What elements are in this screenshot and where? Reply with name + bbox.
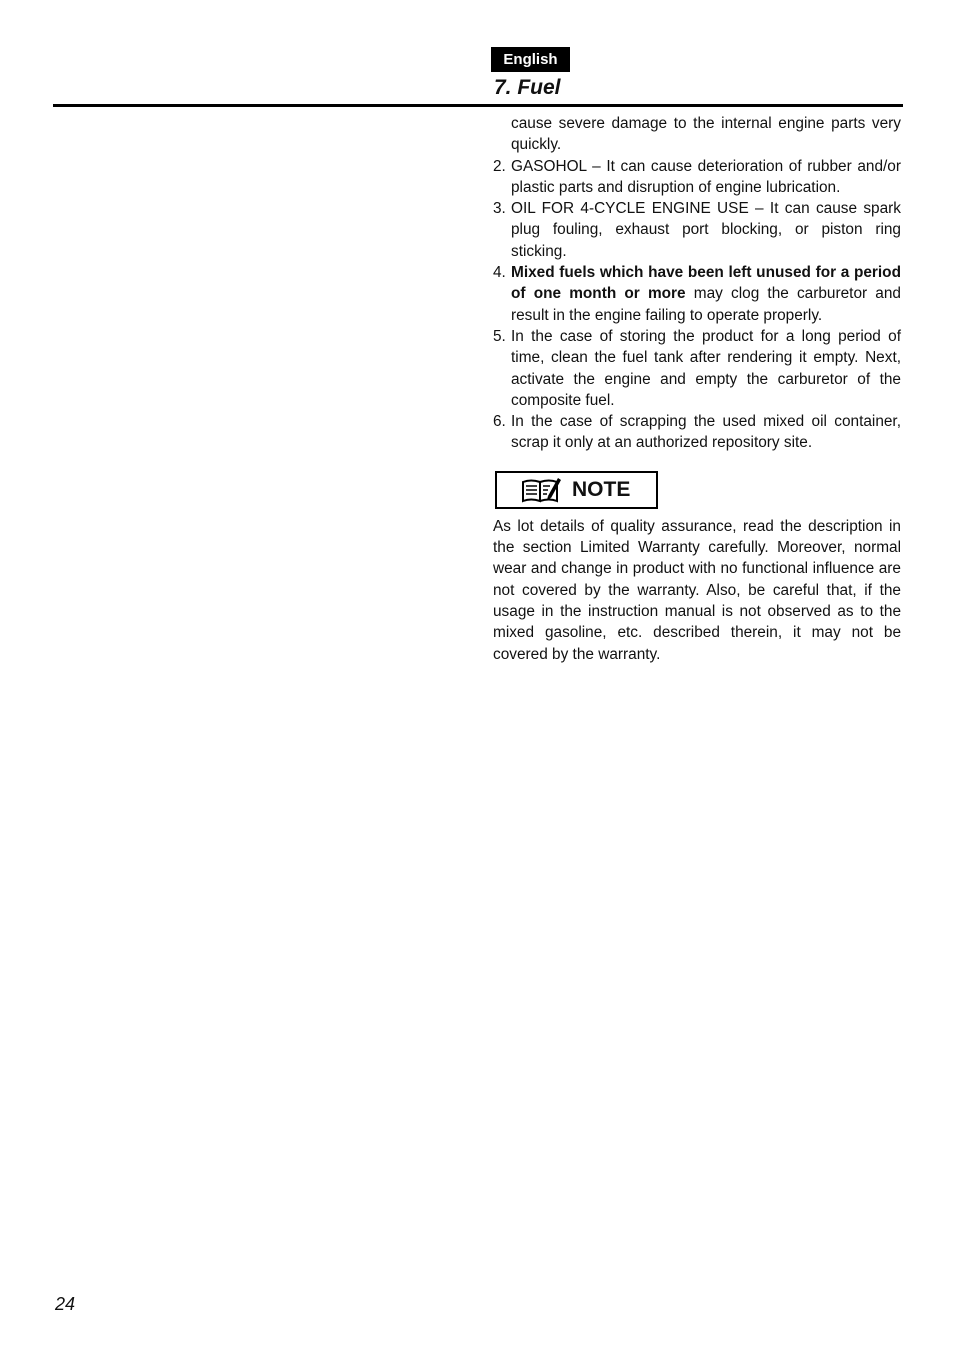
list-item-bold-text: Mixed fuels which have been left unused for a period of one month or more (511, 264, 901, 303)
list-item (493, 326, 901, 411)
list-item-number: 5. (493, 327, 506, 345)
list-item-text: OIL FOR 4-CYCLE ENGINE USE – It can cause spark plug fouling, exhaust port blocking, or piston ring sticking. (511, 200, 901, 260)
list-item (493, 198, 901, 262)
list-item-number: 3. (493, 200, 506, 218)
list-item-number: 2. (493, 157, 506, 175)
header-rule (53, 104, 903, 107)
list-item-number: 6. (493, 413, 506, 431)
main-content (493, 113, 901, 665)
language-badge: English (491, 47, 570, 72)
list-item-text: GASOHOL – It can cause deterioration of rubber and/or plastic parts and disruption of engine lubrication. (511, 157, 901, 196)
note-box (495, 471, 658, 509)
list-item-number: 4. (493, 264, 506, 282)
list-item-text: cause severe damage to the internal engine parts very quickly. (511, 115, 901, 154)
list-item-text: In the case of scrapping the used mixed oil container, scrap it only at an authorized repository site. (511, 413, 901, 452)
list-item-text: In the case of storing the product for a long period of time, clean the fuel tank after rendering it empty. Next, activate the engine and empty the carburetor of the composite fuel. (511, 327, 901, 409)
list-item-continued (493, 113, 901, 156)
note-text: As lot details of quality assurance, read the description in the section Limited Warranty carefully. Moreover, normal wear and change in product with no functional influence are not covered by the warranty. Also, be careful that, if the usage in the instruction manual is not observed as to the mixed gasoline, etc. described therein, it may not be covered by the warranty. (493, 517, 901, 663)
fuel-warning-list (493, 113, 901, 454)
list-item (493, 156, 901, 199)
list-item (493, 262, 901, 326)
list-item-text: may clog the carburetor and result in the engine failing to operate properly. (511, 285, 901, 324)
page-number: 24 (55, 1294, 76, 1314)
note-label: NOTE (572, 478, 631, 502)
section-title: 7. Fuel (494, 76, 561, 99)
book-pencil-icon (521, 476, 561, 504)
list-item (493, 411, 901, 454)
